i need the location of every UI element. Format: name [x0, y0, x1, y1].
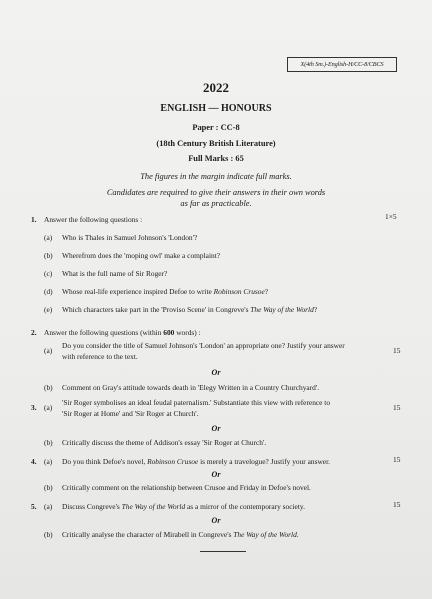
- instruction-line: as far as practicable.: [180, 199, 252, 208]
- book-title: The Way of the World: [233, 530, 297, 539]
- sub-question-label: (e): [44, 305, 53, 314]
- sub-question-label: (b): [44, 530, 53, 539]
- sub-question-text: Critically discuss the theme of Addison's essay 'Sir Roger at Church'.: [62, 438, 267, 447]
- sub-question-text: Who is Thales in Samuel Johnson's 'London'?: [62, 233, 198, 242]
- sub-question-text: Comment on Gray's attitude towards death in 'Elegy Written in a Country Churchyard'.: [62, 383, 320, 392]
- sub-question-label: (b): [44, 483, 53, 492]
- sub-question-label: (b): [44, 383, 53, 392]
- full-marks: Full Marks : 65: [188, 154, 244, 163]
- sub-question-text: Do you consider the title of Samuel Johnson's 'London' an appropriate one? Justify your answer: [62, 341, 345, 350]
- paper-subtitle: (18th Century British Literature): [156, 139, 276, 148]
- or-divider: Or: [211, 424, 221, 433]
- sub-question-label: (a): [44, 403, 53, 412]
- sub-question-text: Whose real-life experience inspired Defoe to write Robinson Crusoe?: [62, 287, 269, 296]
- sub-question-text: 'Sir Roger at Home' and 'Sir Roger at Church'.: [62, 409, 199, 418]
- book-title: Robinson Crusoe: [213, 287, 265, 296]
- or-divider: Or: [211, 516, 221, 525]
- or-divider: Or: [211, 368, 221, 377]
- question-marks: 15: [393, 455, 401, 464]
- end-rule: [200, 551, 246, 552]
- subject-title: ENGLISH — HONOURS: [160, 103, 272, 114]
- sub-question-label: (a): [44, 233, 53, 242]
- sub-question-text: Discuss Congreve's The Way of the World as a mirror of the contemporary society.: [62, 502, 305, 511]
- exam-year: 2022: [203, 80, 229, 95]
- question-number: 3.: [31, 403, 37, 412]
- question-marks: 15: [393, 403, 401, 412]
- book-title: Robinson Crusoe: [147, 457, 199, 466]
- book-title: The Way of the World: [121, 502, 186, 511]
- sub-question-text: Critically analyse the character of Mirabell in Congreve's The Way of the World.: [62, 530, 299, 539]
- sub-question-label: (c): [44, 269, 53, 278]
- or-divider: Or: [211, 470, 221, 479]
- question-marks: 15: [393, 500, 401, 509]
- sub-question-label: (a): [44, 457, 53, 466]
- book-title: The Way of the World: [250, 305, 314, 314]
- question-text: Answer the following questions :: [44, 215, 143, 224]
- question-number: 5.: [31, 502, 37, 511]
- sub-question-text: Wherefrom does the 'moping owl' make a complaint?: [62, 251, 221, 260]
- sub-question-label: (a): [44, 346, 53, 355]
- instruction-line: The figures in the margin indicate full marks.: [140, 172, 292, 181]
- sub-question-text: Do you think Defoe's novel, Robinson Crusoe is merely a travelogue? Justify your answer.: [62, 457, 330, 466]
- sub-question-text: 'Sir Roger symbolises an ideal feudal paternalism.' Substantiate this view with reference to: [62, 398, 331, 407]
- paper-code-box: X(4th Sm.)-English-H/CC-8/CBCS: [287, 57, 397, 72]
- sub-question-text: with reference to the text.: [62, 352, 138, 361]
- sub-question-text: Critically comment on the relationship between Crusoe and Friday in Defoe's novel.: [62, 483, 311, 492]
- sub-question-text: What is the full name of Sir Roger?: [62, 269, 168, 278]
- question-text: Answer the following questions (within 600 words) :: [44, 328, 201, 337]
- sub-question-text: Which characters take part in the 'Proviso Scene' in Congreve's The Way of the World?: [62, 305, 318, 314]
- sub-question-label: (d): [44, 287, 53, 296]
- sub-question-label: (b): [44, 251, 53, 260]
- question-number: 4.: [31, 457, 37, 466]
- sub-question-label: (b): [44, 438, 53, 447]
- question-number: 2.: [31, 328, 37, 337]
- question-marks: 15: [393, 346, 401, 355]
- instruction-line: Candidates are required to give their answers in their own words: [106, 188, 326, 197]
- paper-number: Paper : CC-8: [192, 123, 240, 132]
- sub-question-label: (a): [44, 502, 53, 511]
- question-number: 1.: [31, 215, 37, 224]
- question-marks: 1×5: [385, 212, 397, 221]
